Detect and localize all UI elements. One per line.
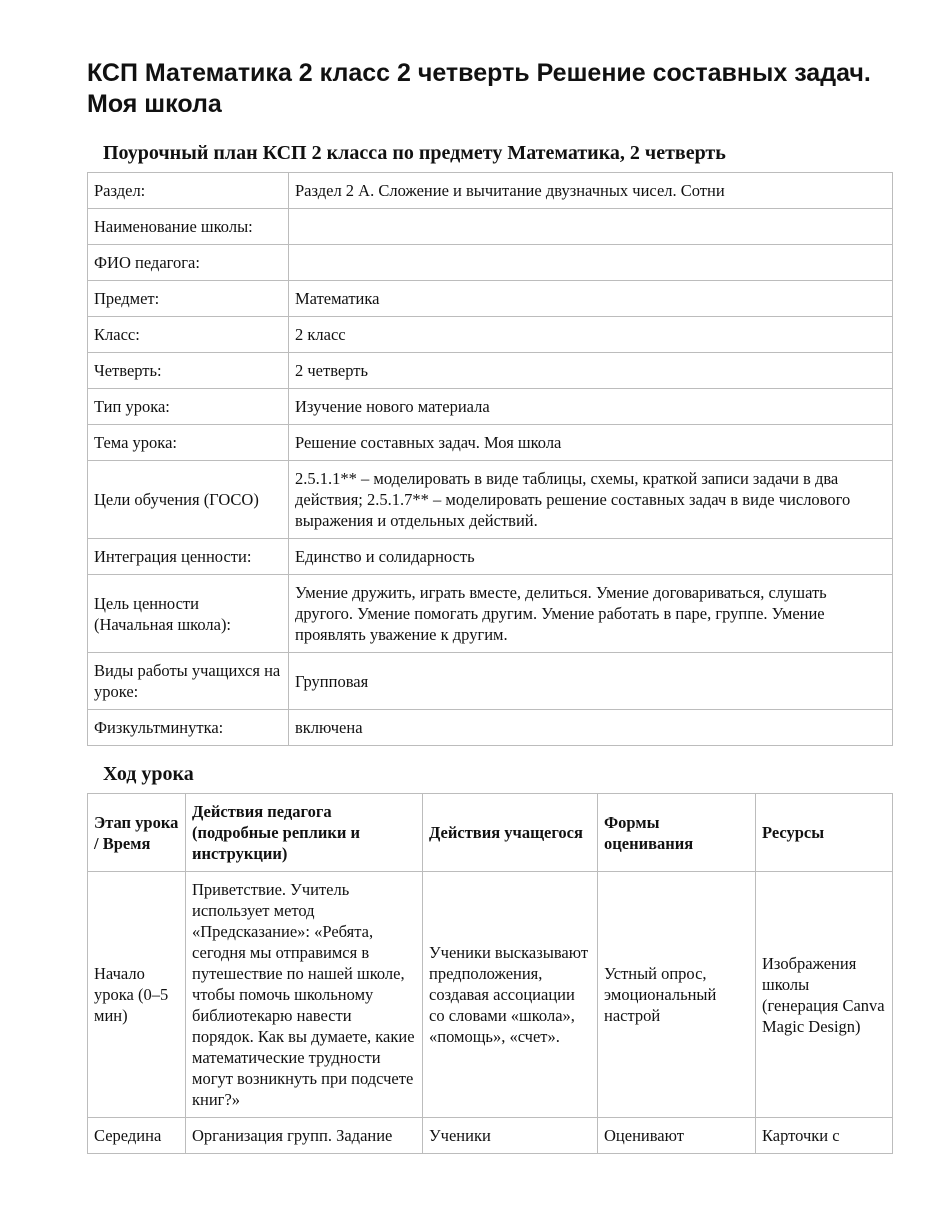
document-title: КСП Математика 2 класс 2 четверть Решение составных задач. Моя школа <box>87 59 871 118</box>
assessment-cell: Устный опрос, эмоциональный настрой <box>598 872 756 1118</box>
info-key: Интеграция ценности: <box>88 539 289 575</box>
table-row <box>88 710 893 746</box>
column-header: Формы оценивания <box>598 794 756 872</box>
table-row <box>88 281 893 317</box>
info-value: Групповая <box>289 653 893 710</box>
info-value: включена <box>289 710 893 746</box>
student-actions-cell: Ученики высказывают предположения, создавая ассоциации со словами «школа», «помощь», «счет». <box>423 872 598 1118</box>
info-value: Математика <box>289 281 893 317</box>
table-row <box>88 461 893 539</box>
resources-cell: Карточки с <box>756 1118 893 1154</box>
table-row <box>88 539 893 575</box>
table-row <box>88 245 893 281</box>
info-value: Единство и солидарность <box>289 539 893 575</box>
stage-cell: Начало урока (0–5 мин) <box>88 872 186 1118</box>
info-value: Изучение нового материала <box>289 389 893 425</box>
table-row <box>88 425 893 461</box>
table-row <box>88 1118 893 1154</box>
table-row <box>88 209 893 245</box>
resources-cell: Изображения школы (генерация Canva Magic Design) <box>756 872 893 1118</box>
info-key: Физкультминутка: <box>88 710 289 746</box>
info-key: ФИО педагога: <box>88 245 289 281</box>
info-value: Раздел 2 А. Сложение и вычитание двузначных чисел. Сотни <box>289 173 893 209</box>
table-row <box>88 173 893 209</box>
info-value: 2.5.1.1** – моделировать в виде таблицы, схемы, краткой записи задачи в два действия; 2.5.1.7** – моделировать решение составных задач в виде числового выражения и отдельных действий. <box>289 461 893 539</box>
info-value: 2 четверть <box>289 353 893 389</box>
info-key: Четверть: <box>88 353 289 389</box>
lesson-table <box>87 793 893 1154</box>
column-header: Действия педагога (подробные реплики и инструкции) <box>186 794 423 872</box>
info-key: Раздел: <box>88 173 289 209</box>
table-header-row <box>88 794 893 872</box>
teacher-actions-cell: Организация групп. Задание <box>186 1118 423 1154</box>
info-key: Класс: <box>88 317 289 353</box>
info-table <box>87 172 893 746</box>
info-key: Цель ценности (Начальная школа): <box>88 575 289 653</box>
info-key: Виды работы учащихся на уроке: <box>88 653 289 710</box>
table-row <box>88 872 893 1118</box>
document-page <box>87 58 893 1154</box>
lesson-heading: Ход урока <box>103 763 194 785</box>
table-row <box>88 575 893 653</box>
table-row <box>88 317 893 353</box>
table-row <box>88 653 893 710</box>
stage-cell: Середина <box>88 1118 186 1154</box>
student-actions-cell: Ученики <box>423 1118 598 1154</box>
info-value: Умение дружить, играть вместе, делиться. Умение договариваться, слушать другого. Умение помогать другим. Умение работать в паре, группе. Умение проявлять уважение к другим. <box>289 575 893 653</box>
info-key: Наименование школы: <box>88 209 289 245</box>
info-key: Тип урока: <box>88 389 289 425</box>
info-key: Тема урока: <box>88 425 289 461</box>
info-value: Решение составных задач. Моя школа <box>289 425 893 461</box>
assessment-cell: Оценивают <box>598 1118 756 1154</box>
plan-heading: Поурочный план КСП 2 класса по предмету Математика, 2 четверть <box>103 142 726 164</box>
info-key: Цели обучения (ГОСО) <box>88 461 289 539</box>
table-row <box>88 353 893 389</box>
info-value: 2 класс <box>289 317 893 353</box>
teacher-actions-cell: Приветствие. Учитель использует метод «Предсказание»: «Ребята, сегодня мы отправимся в путешествие по нашей школе, чтобы помочь школьному библиотекарю навести порядок. Как вы думаете, какие математические трудности могут возникнуть при подсчете книг?» <box>186 872 423 1118</box>
column-header: Действия учащегося <box>423 794 598 872</box>
info-value <box>289 245 893 281</box>
info-key: Предмет: <box>88 281 289 317</box>
table-row <box>88 389 893 425</box>
column-header: Этап урока / Время <box>88 794 186 872</box>
info-value <box>289 209 893 245</box>
column-header: Ресурсы <box>756 794 893 872</box>
